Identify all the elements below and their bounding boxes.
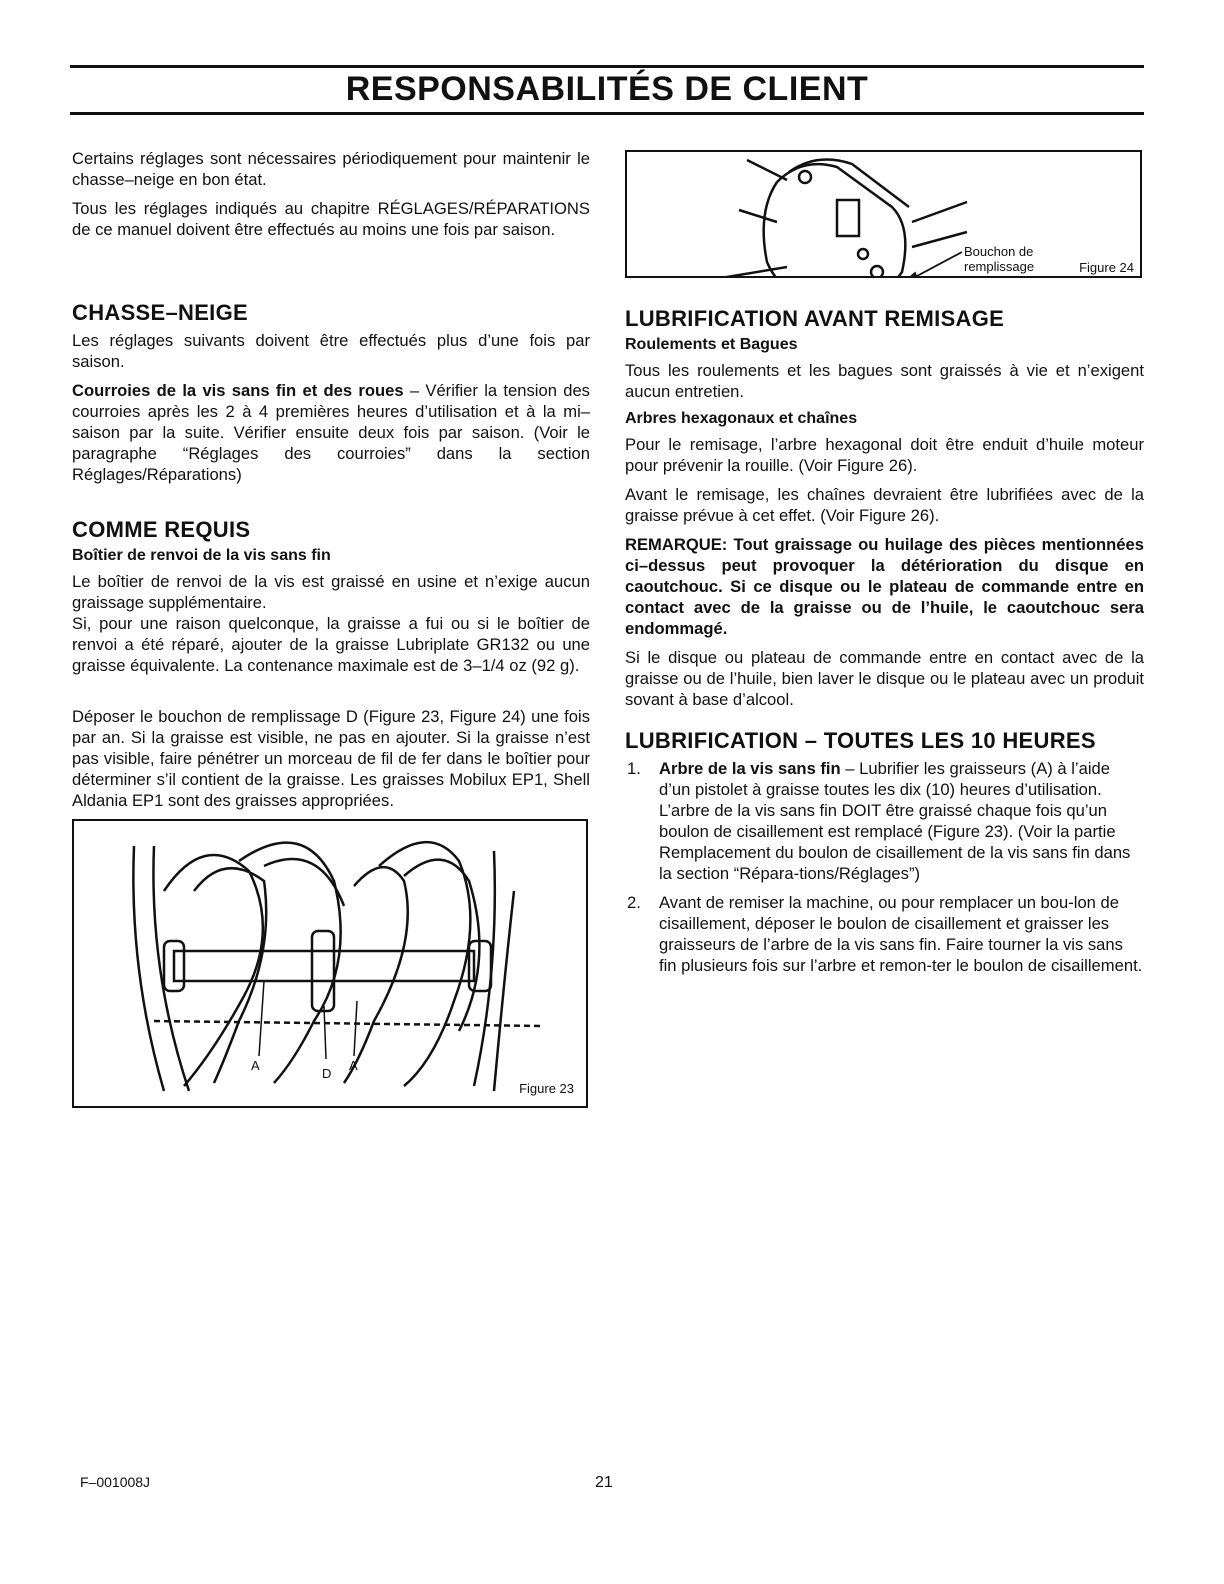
belts-text: – Vérifier la tension des courroies après les 2 à 4 premières heures d’utilisation et à la mi–saison par la suite. Vérifier ensuite deux fois par saison. (Voir le paragraphe “Réglages des courroies” dans la section Réglages/Réparations) — [72, 381, 590, 484]
gearbox-paragraph-2: Si, pour une raison quelconque, la graisse a fui ou si le boîtier de renvoi a été réparé, ajouter de la graisse Lubriplate GR132 ou une graisse équivalente. La contenance maximale est de 3–1/4 oz (92 g). — [72, 614, 590, 675]
section-heading-comme-requis: COMME REQUIS — [72, 517, 251, 542]
section-heading-lubrication-10h: LUBRIFICATION – TOUTES LES 10 HEURES — [625, 728, 1096, 753]
list-item — [625, 758, 1144, 884]
list-item — [625, 892, 1144, 976]
list-item-text: – Lubrifier les graisseurs (A) à l’aide d’un pistolet à graisse toutes les dix (10) heures d’utilisation. L’arbre de la vis sans fin DOIT être graissé chaque fois qu’un boulon de cisaillement est remplacé (Figure 23). (Voir la partie Remplacement du boulon de cisaillement de la vis sans fin dans la section “Répara-tions/Réglages”) — [659, 759, 1131, 883]
bearings-paragraph: Tous les roulements et les bagues sont graissés à vie et n’exigent aucun entretien. — [625, 361, 1144, 401]
figure-24 — [625, 150, 1142, 278]
page-number: 21 — [595, 1474, 613, 1491]
figure-24-callout-line1: Bouchon de — [964, 244, 1034, 259]
figure-23-label-a1: A — [251, 1058, 260, 1073]
intro-paragraph-1: Certains réglages sont nécessaires périodiquement pour maintenir le chasse–neige en bon état. — [72, 149, 590, 189]
lubrication-10h-list — [625, 758, 1144, 976]
belts-label: Courroies de la vis sans fin et des roues — [72, 381, 404, 400]
auger-illustration — [74, 821, 586, 1106]
intro-paragraph-2: Tous les réglages indiqués au chapitre RÉGLAGES/RÉPARATIONS de ce manuel doivent être effectués au moins une fois par saison. — [72, 199, 590, 239]
subheading-hex-shafts: Arbres hexagonaux et chaînes — [625, 410, 858, 427]
gearbox-paragraph-1: Le boîtier de renvoi de la vis est graissé en usine et n’exige aucun graissage supplémentaire. — [72, 572, 590, 612]
figure-23-caption: Figure 23 — [519, 1081, 574, 1096]
page-title: RESPONSABILITÉS DE CLIENT — [345, 70, 869, 108]
list-item-number: 1. — [627, 759, 641, 778]
left-column — [72, 148, 590, 1108]
figure-24-callout-line2: remplissage — [964, 259, 1035, 274]
footer-code: F–001008J — [80, 1474, 151, 1490]
figure-24-caption: Figure 24 — [1079, 260, 1134, 275]
belts-paragraph — [72, 380, 590, 485]
section-heading-chasse-neige: CHASSE–NEIGE — [72, 300, 248, 325]
hex-shaft-paragraph: Pour le remisage, l’arbre hexagonal doit être enduit d’huile moteur pour prévenir la rouille. (Voir Figure 26). — [625, 435, 1144, 475]
section-heading-lubrication-storage: LUBRIFICATION AVANT REMISAGE — [625, 306, 1005, 331]
header-top-rule — [70, 65, 1144, 68]
subheading-bearings: Roulements et Bagues — [625, 336, 798, 353]
list-item-text: Avant de remiser la machine, ou pour remplacer un bou-lon de cisaillement, déposer le boulon de cisaillement et graisser les graisseurs de l’arbre de la vis sans fin. Faire tourner la vis sans fin plusieurs fois sur l’arbre et remon-ter le boulon de cisaillement. — [659, 893, 1143, 975]
figure-23 — [72, 819, 588, 1108]
gearbox-illustration — [627, 152, 1140, 276]
list-item-number: 2. — [627, 893, 641, 912]
figure-23-label-a2: A — [349, 1058, 358, 1073]
subheading-gearbox: Boîtier de renvoi de la vis sans fin — [72, 547, 331, 564]
gearbox-paragraph-3: Déposer le bouchon de remplissage D (Figure 23, Figure 24) une fois par an. Si la graisse est visible, ne pas en ajouter. Si la graisse n’est pas visible, faire pénétrer un morceau de fil de fer dans le boîtier pour déterminer s’il contient de la graisse. Les graisses Mobilux EP1, Shell Aldania EP1 sont des graisses appropriées. — [72, 707, 590, 810]
figure-23-label-d: D — [322, 1066, 332, 1081]
chasse-neige-paragraph: Les réglages suivants doivent être effectués plus d’une fois par saison. — [72, 331, 590, 371]
note-paragraph: REMARQUE: Tout graissage ou huilage des pièces mentionnées ci–dessus peut provoquer la détérioration du disque en caoutchouc. Si ce disque ou le plateau de commande entre en contact avec de la graisse ou de l’huile, le caoutchouc sera endommagé. — [625, 535, 1144, 638]
cleaning-paragraph: Si le disque ou plateau de commande entre en contact avec de la graisse ou de l’huile, bien laver le disque ou le plateau avec un produit sovant à base d’alcool. — [625, 648, 1144, 709]
right-column — [625, 150, 1144, 984]
header-bottom-rule — [70, 112, 1144, 115]
chains-paragraph: Avant le remisage, les chaînes devraient être lubrifiées avec de la graisse prévue à cet effet. (Voir Figure 26). — [625, 485, 1144, 525]
list-item-label: Arbre de la vis sans fin — [659, 759, 841, 778]
